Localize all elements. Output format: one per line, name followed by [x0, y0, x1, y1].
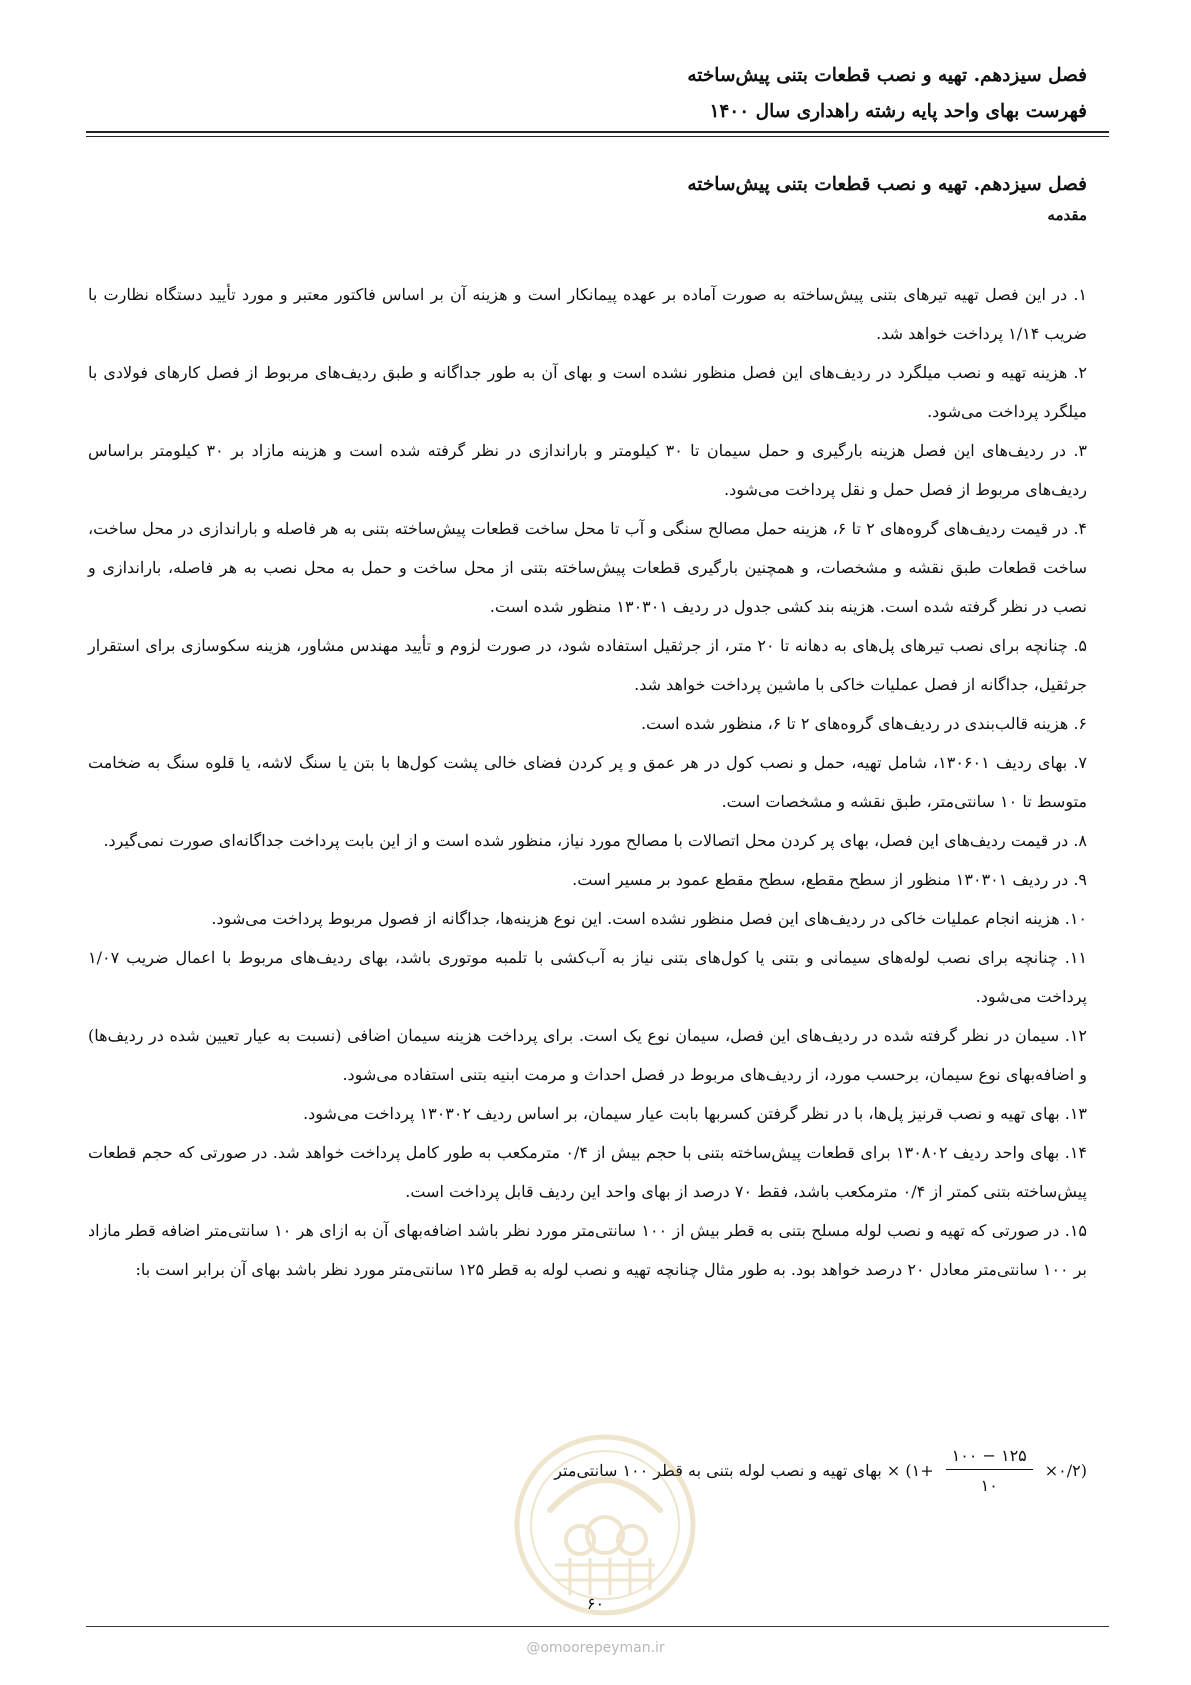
paragraph-1: ۱. در این فصل تهیه تیرهای بتنی پیش‌ساخته به صورت آماده بر عهده پیمانکار است و هزینه آن بر اساس فاکتور معتبر و مورد تأیید دستگاه نظارت با ضریب ۱/۱۴ پرداخت خواهد شد.: [88, 285, 1087, 343]
formula-rest: +۱) × بهای تهیه و نصب لوله بتنی به قطر ۱۰۰ سانتی‌متر: [554, 1461, 934, 1480]
formula-denominator: ۱۰: [980, 1476, 998, 1495]
section-title: مقدمه: [1047, 206, 1087, 224]
paragraph-13: ۱۳. بهای تهیه و نصب قرنیز پل‌ها، با در نظر گرفتن کسربها بابت عیار سیمان، بر اساس ردیف ۱۳۰۳۰۲ پرداخت می‌شود.: [303, 1104, 1087, 1123]
formula-factor: (۰/۲×: [1044, 1461, 1087, 1480]
paragraph-10: ۱۰. هزینه انجام عملیات خاکی در ردیف‌های این فصل منظور نشده است. این نوع هزینه‌ها، جداگانه از فصول مربوط پرداخت می‌شود.: [211, 909, 1087, 928]
header-rule-thick: [86, 131, 1109, 133]
formula-fraction: [946, 1446, 1033, 1495]
header-rule-thin: [86, 136, 1109, 137]
paragraph-2: ۲. هزینه تهیه و نصب میلگرد در ردیف‌های این فصل منظور نشده است و بهای آن به طور جداگانه و طبق ردیف‌های مربوط از فصل کارهای فولادی با میلگرد پرداخت می‌شود.: [88, 363, 1087, 421]
paragraph-8: ۸. در قیمت ردیف‌های این فصل، بهای پر کردن محل اتصالات با مصالح مورد نیاز، منظور شده است و از این بابت پرداخت جداگانه‌ای صورت نمی‌گیرد.: [103, 831, 1087, 850]
header-chapter-title: فصل سیزدهم. تهیه و نصب قطعات بتنی پیش‌ساخته: [687, 65, 1087, 86]
introduction-body: [88, 275, 1087, 1289]
footer-rule: [86, 1626, 1109, 1627]
paragraph-6: ۶. هزینه قالب‌بندی در ردیف‌های گروه‌های ۲ تا ۶، منظور شده است.: [640, 714, 1087, 733]
paragraph-5: ۵. چنانچه برای نصب تیرهای پل‌های به دهانه تا ۲۰ متر، از جرثقیل استفاده شود، در صورت لزوم و تأیید مهندس مشاور، هزینه سکوسازی برای استقرار جرثقیل، جداگانه از فصل عملیات خاکی با ماشین پرداخت خواهد شد.: [88, 636, 1087, 694]
paragraph-7: ۷. بهای ردیف ۱۳۰۶۰۱، شامل تهیه، حمل و نصب کول در هر عمق و پر کردن فضای خالی پشت کول‌ها با بتن یا سنگ لاشه، یا قلوه سنگ به ضخامت متوسط تا ۱۰ سانتی‌متر، طبق نقشه و مشخصات است.: [88, 753, 1088, 811]
website-watermark: @omoorepeyman.ir: [526, 1640, 665, 1656]
chapter-title: فصل سیزدهم. تهیه و نصب قطعات بتنی پیش‌ساخته: [687, 174, 1087, 195]
page-number: ۶۰: [586, 1594, 605, 1613]
paragraph-4: ۴. در قیمت ردیف‌های گروه‌های ۲ تا ۶، هزینه حمل مصالح سنگی و آب تا محل ساخت قطعات پیش‌ساخته بتنی به هر فاصله و باراندازی در محل ساخت، ساخت قطعات طبق نقشه و مشخصات، و همچنین بارگیری قطعات پیش‌ساخته بتنی از محل ساخت و حمل به محل نصب به هر فاصله، باراندازی و نصب در نظر گرفته شده است. هزینه بند کشی جدول در ردیف ۱۳۰۳۰۱ منظور شده است.: [88, 519, 1088, 616]
paragraph-12: ۱۲. سیمان در نظر گرفته شده در ردیف‌های این فصل، سیمان نوع یک است. برای پرداخت هزینه سیمان اضافی (نسبت به عیار تعیین شده در ردیف‌ها) و اضافه‌بهای نوع سیمان، برحسب مورد، از ردیف‌های مربوط در فصل احداث و مرمت ابنیه بتنی استفاده می‌شود.: [88, 1026, 1087, 1084]
paragraph-11: ۱۱. چنانچه برای نصب لوله‌های سیمانی و بتنی یا کول‌های بتنی نیاز به آب‌کشی با تلمبه موتوری باشد، بهای ردیف‌های مربوط با اعمال ضریب ۱/۰۷ پرداخت می‌شود.: [88, 948, 1087, 1006]
paragraph-14: ۱۴. بهای واحد ردیف ۱۳۰۸۰۲ برای قطعات پیش‌ساخته بتنی با حجم بیش از ۰/۴ مترمکعب به طور کامل پرداخت خواهد شد. در صورتی که حجم قطعات پیش‌ساخته بتنی کمتر از ۰/۴ مترمکعب باشد، فقط ۷۰ درصد از بهای واحد این ردیف قابل پرداخت است.: [88, 1143, 1088, 1201]
chapter-heading: [687, 168, 1087, 228]
paragraph-9: ۹. در ردیف ۱۳۰۳۰۱ منظور از سطح مقطع، سطح مقطع عمود بر مسیر است.: [572, 870, 1087, 889]
paragraph-3: ۳. در ردیف‌های این فصل هزینه بارگیری و حمل سیمان تا ۳۰ کیلومتر و باراندازی در نظر گرفته شده است و هزینه مازاد بر ۳۰ کیلومتر براساس ردیف‌های مربوط از فصل حمل و نقل پرداخت می‌شود.: [88, 441, 1087, 499]
paragraph-15: ۱۵. در صورتی که تهیه و نصب لوله مسلح بتنی به قطر بیش از ۱۰۰ سانتی‌متر مورد نظر باشد اضافه‌بهای آن به ازای هر ۱۰ سانتی‌متر اضافه قطر مازاد بر ۱۰۰ سانتی‌متر معادل ۲۰ درصد خواهد بود. به طور مثال چنانچه تهیه و نصب لوله به قطر ۱۲۵ سانتی‌متر مورد نظر باشد بهای آن برابر است با:: [88, 1221, 1087, 1279]
formula-numerator: ۱۲۵ − ۱۰۰: [946, 1446, 1033, 1470]
running-header: [687, 58, 1087, 130]
header-price-list-title: فهرست بهای واحد پایه رشته راهداری سال ۱۴۰۰: [709, 101, 1087, 122]
omoore-peyman-seal-icon: [510, 1430, 700, 1620]
